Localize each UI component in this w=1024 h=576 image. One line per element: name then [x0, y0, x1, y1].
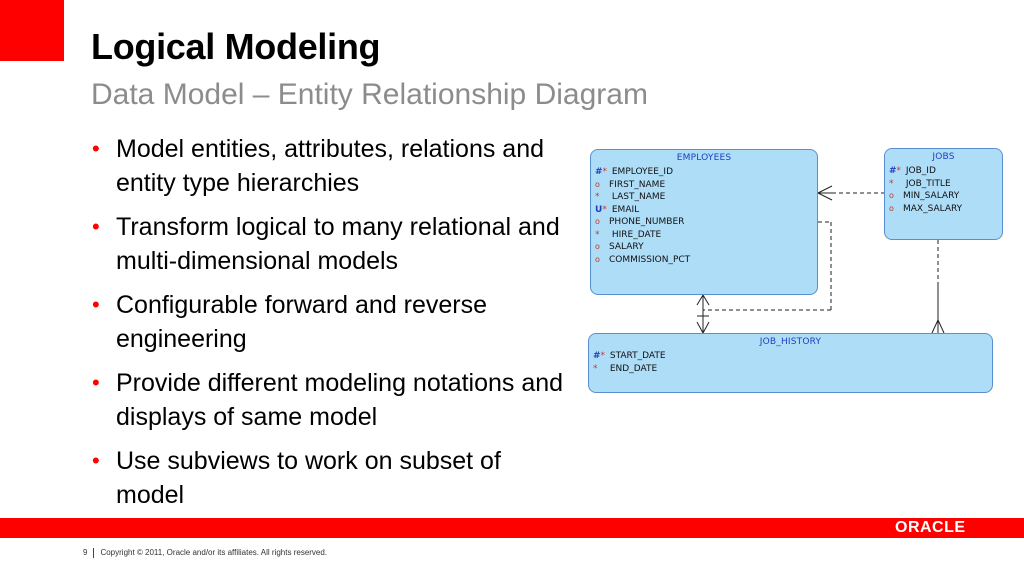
- entity-jobs[interactable]: [884, 148, 1003, 240]
- attribute-label: MIN_SALARY: [903, 191, 960, 201]
- slide-title: Logical Modeling: [91, 26, 381, 67]
- page-number: 9: [83, 548, 88, 558]
- attribute-list: [589, 350, 992, 375]
- attribute-label: FIRST_NAME: [609, 179, 666, 190]
- bullet-item: [92, 210, 572, 278]
- corner-accent-block: [0, 0, 64, 61]
- bullet-text: Use subviews to work on subset of model: [116, 447, 501, 509]
- bullet-dot-icon: •: [92, 448, 100, 473]
- bullet-dot-icon: •: [92, 214, 100, 239]
- attribute-label: START_DATE: [609, 351, 666, 361]
- entity-name: JOB_HISTORY: [759, 337, 822, 347]
- attribute-row: o MIN_SALARY: [889, 191, 960, 201]
- entity-name: JOBS: [932, 152, 955, 162]
- attribute-row: U* EMAIL: [595, 204, 640, 215]
- attribute-label: SALARY: [609, 242, 644, 252]
- bullet-text: Model entities, attributes, relations and entity type hierarchies: [116, 135, 545, 197]
- bullet-dot-icon: •: [92, 136, 100, 161]
- attribute-label: EMAIL: [611, 204, 640, 215]
- attribute-label: PHONE_NUMBER: [609, 217, 685, 227]
- bullet-item: [92, 132, 572, 200]
- bullet-text: Provide different modeling notations and displays of same model: [116, 369, 564, 431]
- attribute-row: * JOB_TITLE: [889, 178, 951, 189]
- attribute-row: #* EMPLOYEE_ID: [595, 167, 673, 177]
- entity-employees[interactable]: [590, 149, 818, 295]
- bullet-list: [92, 132, 572, 522]
- attribute-row: o MAX_SALARY: [889, 203, 963, 214]
- attribute-row: #* START_DATE: [593, 351, 666, 361]
- bullet-text: Transform logical to many relational and multi-dimensional models: [116, 213, 560, 275]
- attribute-row: * END_DATE: [593, 363, 658, 374]
- bullet-item: [92, 288, 572, 356]
- copyright-text: Copyright © 2011, Oracle and/or its affiliates. All rights reserved.: [100, 548, 328, 558]
- footer-text: [83, 548, 327, 558]
- bullet-dot-icon: •: [92, 292, 100, 317]
- slide-subtitle: Data Model – Entity Relationship Diagram: [91, 78, 648, 111]
- attribute-label: MAX_SALARY: [903, 203, 963, 214]
- footer-bar: [0, 518, 1024, 538]
- attribute-label: HIRE_DATE: [611, 229, 662, 240]
- entity-job-history[interactable]: [588, 333, 993, 393]
- bullet-item: [92, 444, 572, 512]
- attribute-list: [885, 165, 1002, 215]
- bullet-text: Configurable forward and reverse engineering: [116, 291, 488, 353]
- attribute-row: o COMMISSION_PCT: [595, 254, 691, 265]
- footer-divider: [93, 548, 94, 558]
- attribute-row: * HIRE_DATE: [595, 229, 662, 240]
- attribute-label: JOB_TITLE: [905, 178, 951, 189]
- entity-name: EMPLOYEES: [676, 153, 732, 163]
- attribute-row: o PHONE_NUMBER: [595, 217, 685, 227]
- attribute-label: END_DATE: [609, 363, 658, 374]
- attribute-label: LAST_NAME: [611, 192, 666, 202]
- attribute-list: [591, 166, 817, 266]
- attribute-label: EMPLOYEE_ID: [611, 167, 673, 177]
- bullet-dot-icon: •: [92, 370, 100, 395]
- bullet-item: [92, 366, 572, 434]
- attribute-row: o FIRST_NAME: [595, 179, 666, 190]
- attribute-row: #* JOB_ID: [889, 166, 936, 176]
- attribute-label: COMMISSION_PCT: [609, 254, 691, 265]
- attribute-label: JOB_ID: [905, 166, 936, 176]
- attribute-row: * LAST_NAME: [595, 192, 666, 202]
- attribute-row: o SALARY: [595, 242, 644, 252]
- oracle-logo: ORACLE: [895, 519, 966, 536]
